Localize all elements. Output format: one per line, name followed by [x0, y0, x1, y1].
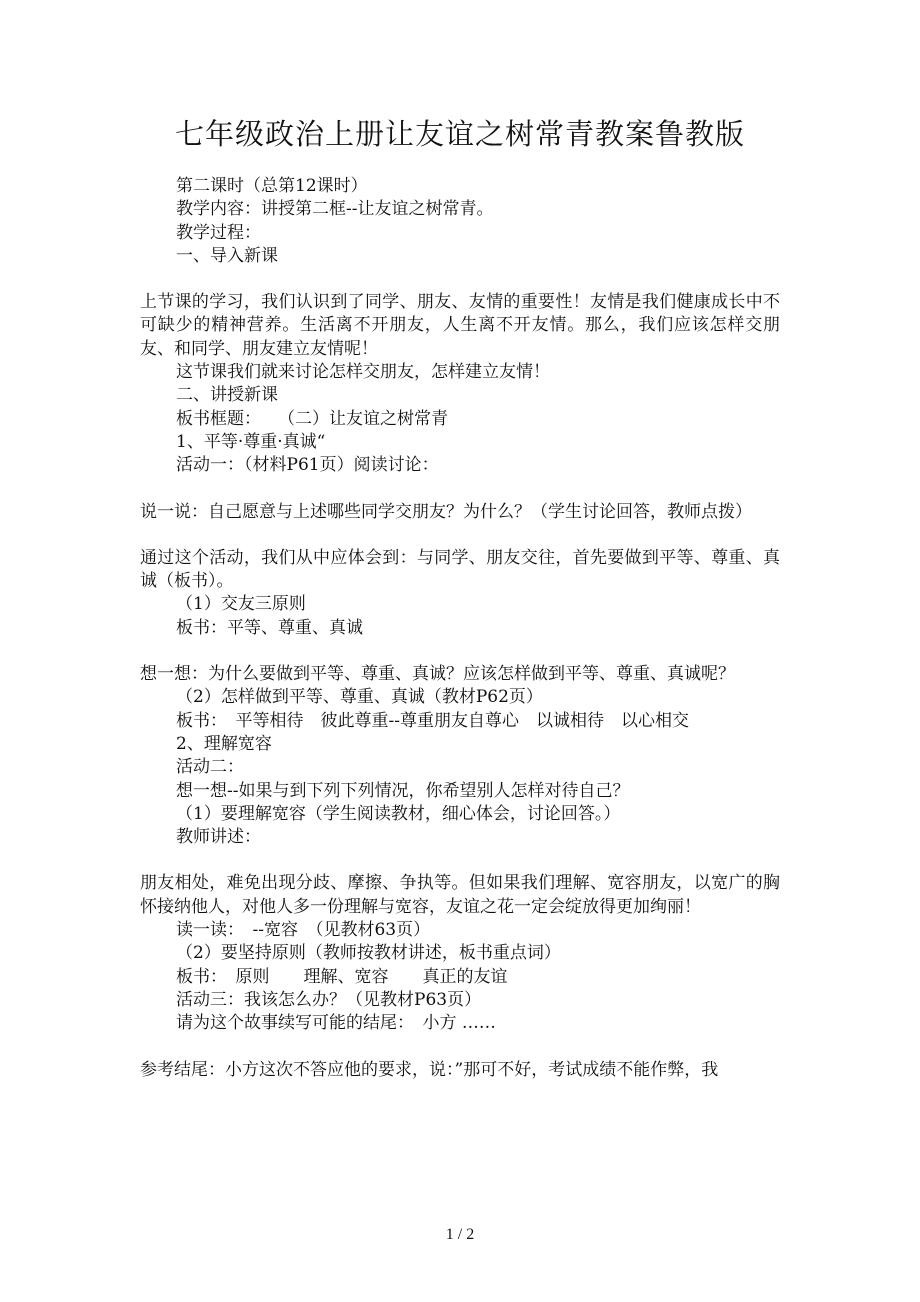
page-number: 1 / 2 [445, 1226, 475, 1243]
paragraph: 参考结尾：小方这次不答应他的要求，说：”那可不好，考试成绩不能作弊，我 [140, 1059, 719, 1080]
text-line: 想一想--如果与到下列下列情况，你希望别人怎样对待自己？ [176, 780, 630, 801]
text-line: （1）交友三原则 [176, 594, 306, 615]
text-line: 二、讲授新课 [176, 385, 278, 406]
document-body [140, 175, 780, 1082]
text-line: 请为这个故事续写可能的结尾： 小方 …… [176, 1013, 496, 1034]
text-line: 活动一：（材料P61页）阅读讨论： [176, 455, 439, 476]
text-line: 板书框题： （二）让友谊之树常青 [176, 408, 448, 429]
paragraph: 朋友相处，难免出现分歧、摩擦、争执等。但如果我们理解、宽容朋友，以宽广的胸怀接纳他人，对他人多一份理解与宽容，友谊之花一定会绽放得更加绚丽！ [140, 873, 780, 917]
text-line: 教学内容：讲授第二框--让友谊之树常青。 [176, 199, 494, 220]
text-line: 教学过程： [176, 222, 261, 243]
text-line: 板书： 原则 理解、宽容 真正的友谊 [176, 966, 508, 987]
text-line: （2）怎样做到平等、尊重、真诚（教材P62页） [176, 687, 543, 708]
text-line: 板书：平等、尊重、真诚 [176, 617, 363, 638]
paragraph: 想一想：为什么要做到平等、尊重、真诚？应该怎样做到平等、尊重、真诚呢？ [140, 664, 735, 685]
text-line: 活动三：我该怎么办？（见教材P63页） [176, 989, 482, 1010]
text-line: 板书： 平等相待 彼此尊重--尊重朋友自尊心 以诚相待 以心相交 [176, 710, 689, 731]
text-line: 活动二： [176, 757, 244, 778]
paragraph: 上节课的学习，我们认识到了同学、朋友、友情的重要性！友情是我们健康成长中不可缺少的精神营养。生活离不开朋友，人生离不开友情。那么，我们应该怎样交朋友、和同学、朋友建立友情呢！ [140, 292, 780, 359]
text-line: 第二课时（总第12课时） [176, 176, 368, 196]
paragraph: 通过这个活动，我们从中应体会到：与同学、朋友交往，首先要做到平等、尊重、真诚（板书）。 [140, 547, 780, 592]
text-line: 教师讲述： [176, 827, 261, 848]
text-line: （2）要坚持原则（教师按教材讲述，板书重点词） [176, 943, 561, 964]
text-line: （1）要理解宽容（学生阅读教材，细心体会，讨论回答。） [176, 803, 621, 824]
text-line: 2、理解宽容 [176, 733, 272, 754]
text-line: 读一读： --宽容 （见教材63页） [176, 920, 431, 941]
paragraph: 说一说：自己愿意与上述哪些同学交朋友？为什么？（学生讨论回答，教师点拨） [140, 501, 752, 522]
text-line: 一、导入新课 [176, 245, 278, 266]
text-line: 这节课我们就来讨论怎样交朋友，怎样建立友情！ [176, 362, 550, 383]
text-line: 1、平等·尊重·真诚“ [176, 431, 326, 452]
document-title: 七年级政治上册让友谊之树常青教案鲁教版 [174, 117, 745, 151]
